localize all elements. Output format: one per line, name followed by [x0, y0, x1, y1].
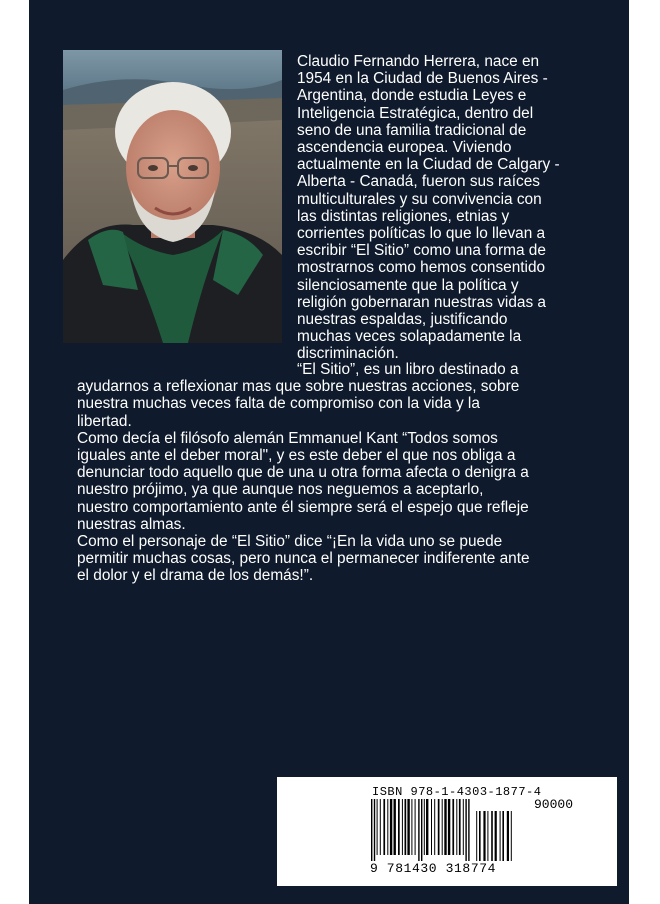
barcode-addon-bar [479, 811, 481, 861]
barcode-bar [459, 799, 461, 855]
barcode-bar [452, 799, 454, 855]
bio-line: corrientes políticas lo que lo llevan a [297, 225, 546, 243]
bio-line: Claudio Fernando Herrera, nace en [297, 53, 540, 70]
barcode-addon-bar [476, 811, 477, 861]
barcode-bar [374, 799, 375, 861]
bio-line: silenciosamente que la política y [297, 276, 519, 294]
barcode-bar [383, 799, 385, 855]
bio-line: seno de una familia tradicional de [297, 121, 527, 139]
barcode-bar [407, 799, 409, 855]
barcode-addon-bar [507, 811, 509, 861]
synopsis-line: iguales ante el deber moral", y es este deber el que nos obliga a [77, 447, 516, 465]
bio-line: muchas veces solapadamente la [297, 328, 522, 346]
synopsis-line: nuestro comportamiento ante él siempre será el espejo que refleje [77, 498, 529, 516]
barcode-bar [448, 799, 450, 855]
author-photo [63, 50, 282, 343]
synopsis-line: Como el personaje de “El Sitio” dice “¡En la vida uno se puede [77, 533, 503, 551]
bio-line: discriminación. [297, 345, 399, 363]
bio-line: religión gobernaran nuestras vidas a [297, 293, 546, 311]
bio-line: escribir “El Sitio” como una forma de [297, 242, 546, 260]
barcode-bar [444, 799, 446, 855]
barcode-bar [415, 799, 416, 855]
synopsis-line: nuestra muchas veces falta de compromiso con la vida y la [77, 395, 480, 413]
synopsis-line: ayudarnos a reflexionar mas que sobre nuestras acciones, sobre [77, 378, 520, 396]
barcode-bar [421, 799, 422, 861]
barcode-addon-bar [500, 811, 501, 861]
synopsis-line: Como decía el filósofo alemán Emmanuel Kant “Todos somos [77, 429, 498, 447]
barcode-bar [377, 799, 378, 855]
barcode-bar [380, 799, 381, 855]
barcode-bar [463, 799, 464, 855]
bio-line: actualmente en la Ciudad de Calgary - [297, 156, 560, 174]
bio-line: Inteligencia Estratégica, dentro del [297, 104, 534, 122]
barcode-digits: 9 781430 318774 [370, 861, 497, 876]
synopsis-line: nuestro prójimo, ya que aunque nos neguemos a aceptarlo, [77, 481, 484, 499]
barcode-addon-bar [511, 811, 512, 861]
bio-line: multiculturales y su convivencia con [297, 190, 542, 208]
synopsis-line: nuestras almas. [77, 515, 186, 533]
bio-line: Alberta - Canadá, fueron sus raíces [297, 173, 540, 191]
barcode-bars [369, 799, 609, 861]
barcode-bar [434, 799, 435, 855]
barcode-bar [426, 799, 428, 855]
synopsis-line: el dolor y el drama de los demás!”. [77, 567, 314, 585]
barcode-bar [431, 799, 432, 855]
barcode-addon-bar [495, 811, 497, 861]
price-code: 90000 [534, 797, 574, 812]
author-bio [297, 53, 597, 363]
barcode-bar [405, 799, 407, 855]
barcode-bar [465, 799, 466, 861]
bio-line: Argentina, donde estudia Leyes e [297, 87, 527, 105]
bio-line: las distintas religiones, etnias y [297, 207, 510, 225]
synopsis-line: libertad. [77, 412, 132, 430]
barcode-bar [387, 799, 388, 855]
barcode-bar [390, 799, 392, 855]
barcode-addon-bar [491, 811, 493, 861]
barcode-bar [371, 799, 372, 861]
barcode-bar [442, 799, 443, 855]
barcode-bar [418, 799, 419, 861]
barcode-addon-bar [487, 811, 488, 861]
barcode-bar [411, 799, 412, 855]
barcode-bar [456, 799, 457, 855]
synopsis-line: permitir muchas cosas, pero nunca el permanecer indiferente ante [77, 550, 530, 568]
isbn-barcode-box [277, 777, 617, 886]
bio-line: mostrarnos como hemos consentido [297, 259, 546, 277]
barcode-bar [424, 799, 425, 855]
bio-line: 1954 en la Ciudad de Buenos Aires - [297, 70, 548, 88]
synopsis-line: “El Sitio”, es un libro destinado a [297, 361, 519, 378]
barcode-bar [402, 799, 403, 855]
bio-line: ascendencia europea. Viviendo [297, 139, 512, 157]
synopsis [77, 361, 597, 585]
bio-line: nuestras espaldas, justificando [297, 311, 508, 329]
barcode-addon-bar [502, 811, 504, 861]
isbn-label: ISBN 978-1-4303-1877-4 [372, 785, 542, 799]
barcode-bar [398, 799, 400, 855]
barcode-bar [468, 799, 469, 861]
barcode-addon-bar [483, 811, 485, 861]
barcode-bar [438, 799, 440, 855]
synopsis-line: denunciar todo aquello que de una u otra forma afecta o denigra a [77, 464, 529, 482]
barcode-bar [394, 799, 396, 855]
